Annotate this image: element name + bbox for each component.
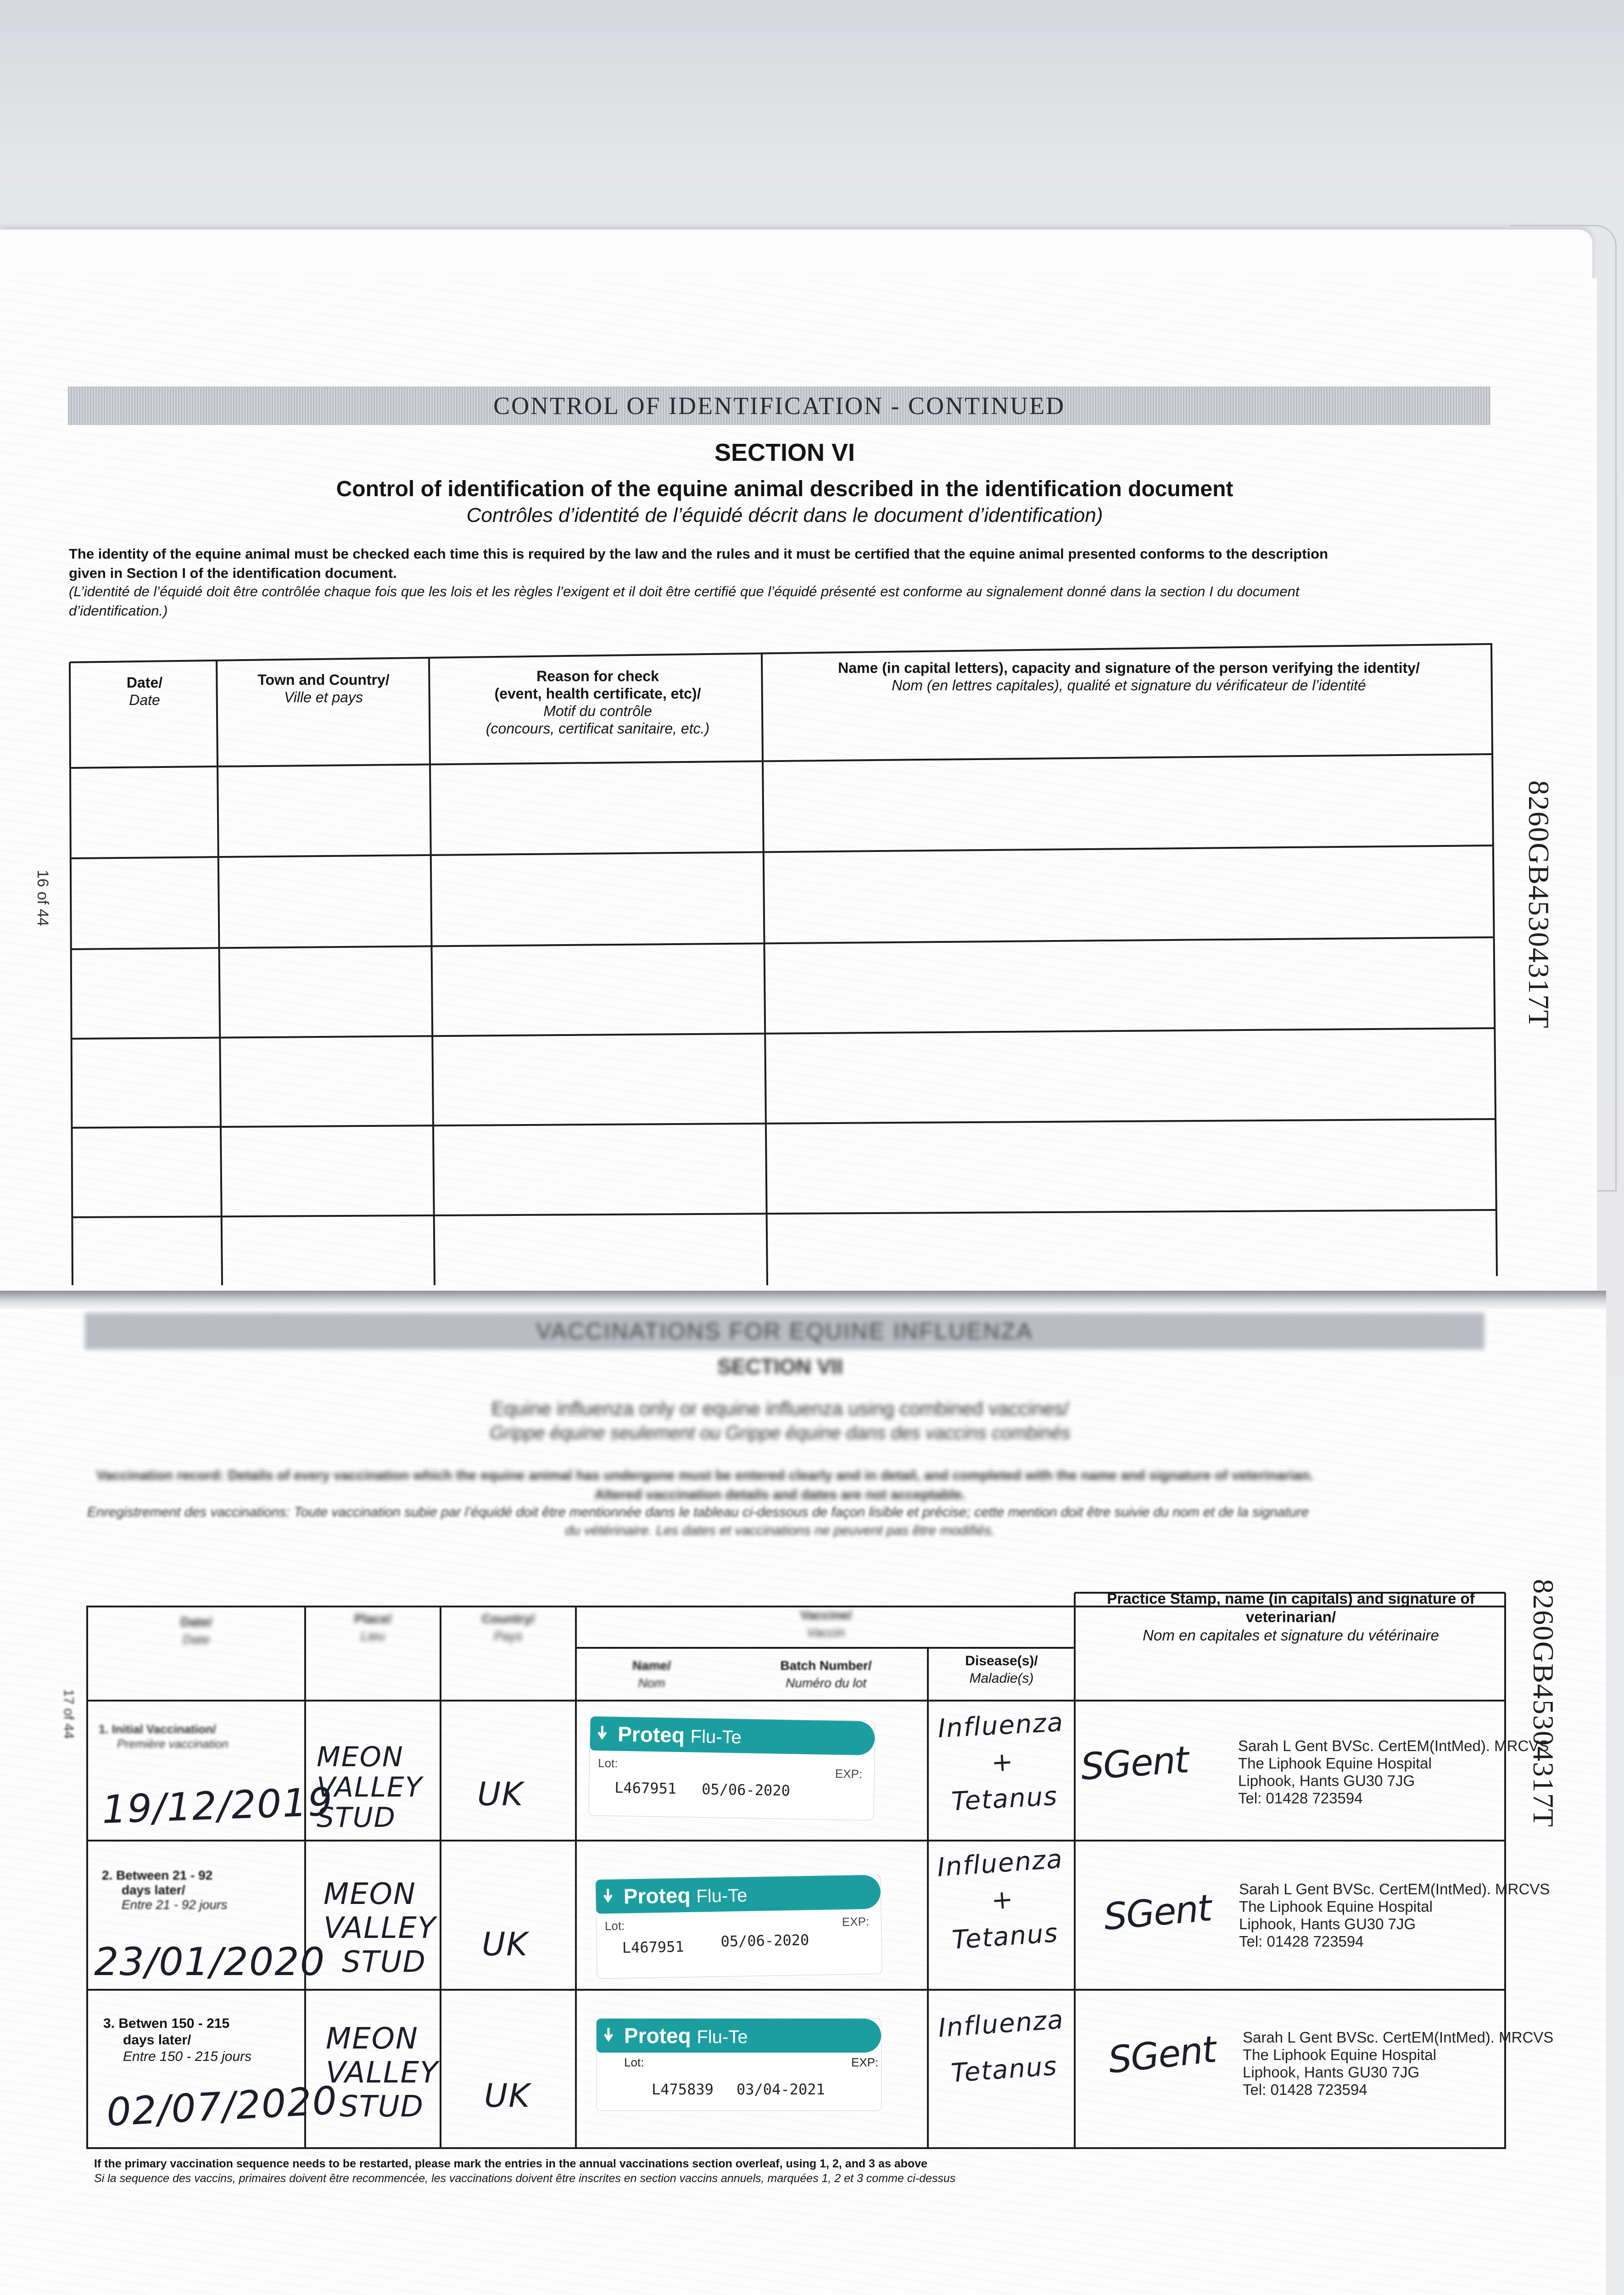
row3-label-fr: Entre 150 - 215 jours xyxy=(123,2049,252,2064)
row1-lot-number: L467951 xyxy=(614,1779,677,1797)
row1-disease-line1: Influenza xyxy=(937,1707,1065,1744)
row2-disease-line1: Influenza xyxy=(936,1844,1064,1883)
section7-footnote-fr: Si la sequence des vaccins, primaires doivent être recommencée, les vaccinations doivent être inscrites en section vaccins annuels, marquées 1, 2 et 3 comme ci-dessus xyxy=(94,2172,956,2185)
row1-label: 1. Initial Vaccination/ xyxy=(99,1722,216,1736)
row2-place-line3: STUD xyxy=(342,1945,426,1979)
section7-footnote: If the primary vaccination sequence needs to be restarted, please mark the entries in the annual vaccinations section overleaf, using 1, 2, and 3 as above xyxy=(94,2157,927,2170)
col-reason-label-1: Reason for check xyxy=(536,668,659,684)
s7-col-vaccine-header xyxy=(578,1606,1074,1641)
col-verifier-label: Name (in capital letters), capacity and signature of the person verifying the identity/ xyxy=(838,660,1420,676)
row1-place xyxy=(317,1742,423,1833)
row1-lot-label: Lot: xyxy=(597,1756,618,1770)
row3-place xyxy=(326,2022,439,2124)
row1-disease-line2: + xyxy=(990,1746,1015,1778)
s7-col-country-label-fr: Pays xyxy=(494,1629,523,1643)
section6-title: SECTION VI xyxy=(714,439,855,466)
section6-intro-line2: given in Section I of the identification document. xyxy=(69,565,397,581)
row3-vaccine-label-header xyxy=(597,2019,881,2053)
section7-subtitle-fr: Grippe équine seulement ou Grippe équine dans des vaccins combinés xyxy=(490,1423,1071,1443)
row1-vet-address: Liphook, Hants GU30 7JG xyxy=(1238,1772,1415,1789)
s7-col-name-label-fr: Nom xyxy=(638,1676,665,1690)
section7-intro-fr-line2: du vétérinaire. Les dates et vaccinations ne peuvent pas être modifiés. xyxy=(565,1523,995,1538)
passport-id-page16: 8260GB45304317T xyxy=(1523,780,1555,1029)
drop-arrow-icon xyxy=(597,1725,608,1741)
row1-exp-label: EXP: xyxy=(835,1766,863,1781)
row1-date: 19/12/2019 xyxy=(101,1779,334,1832)
row1-disease xyxy=(929,1704,1077,1821)
col-reason-label-fr-1: Motif du contrôle xyxy=(543,703,652,719)
row2-place xyxy=(324,1877,436,1979)
row2-vaccine-label-header xyxy=(596,1875,881,1914)
col-reason-label-fr-2: (concours, certificat sanitaire, etc.) xyxy=(486,720,710,737)
s7-col-batch-label: Batch Number/ xyxy=(780,1658,872,1673)
row3-exp-label: EXP: xyxy=(851,2055,879,2069)
row3-vet-name: Sarah L Gent BVSc. CertEM(IntMed). MRCVS xyxy=(1243,2029,1554,2046)
row2-date: 23/01/2020 xyxy=(94,1939,326,1984)
s7-col-vet-label-fr: Nom en capitales et signature du vétérinaire xyxy=(1143,1627,1439,1644)
s7-col-vet-label-2: veterinarian/ xyxy=(1245,1608,1336,1625)
row2-label: 2. Between 21 - 92 xyxy=(102,1868,213,1882)
s7-col-place-header xyxy=(307,1610,438,1645)
s7-col-vet-header xyxy=(1077,1590,1504,1645)
s7-col-vet-label-1: Practice Stamp, name (in capitals) and signature of xyxy=(1107,1590,1475,1607)
col-town-label-fr: Ville et pays xyxy=(284,689,363,705)
row3-vet-address: Liphook, Hants GU30 7JG xyxy=(1243,2064,1420,2081)
s7-col-country-header xyxy=(443,1610,574,1645)
row2-place-line2: VALLEY xyxy=(324,1911,437,1945)
section7-intro-fr-line1: Enregistrement des vaccinations: Toute vaccination subie par l’équidé doit être mentionnée dans le tableau ci-dessous de façon lisible et précise; cette mention doit être suivie du nom et de la signature xyxy=(87,1505,1309,1520)
row2-lot-label: Lot: xyxy=(604,1919,625,1933)
s7-col-vaccine-label: Vaccine/ xyxy=(800,1608,852,1622)
row2-place-line1: MEON xyxy=(324,1877,416,1911)
section7-subtitle: Equine influenza only or equine influenza using combined vaccines/ xyxy=(491,1398,1069,1419)
s7-col-country-label: Country/ xyxy=(481,1612,535,1626)
row2-disease xyxy=(928,1840,1077,1960)
page-number-17: 17 of 44 xyxy=(61,1689,76,1739)
row3-label: 3. Betwen 150 - 215 xyxy=(103,2016,230,2031)
row3-vet-practice: The Liphook Equine Hospital xyxy=(1243,2046,1436,2063)
row1-vaccine-label-header xyxy=(590,1717,875,1756)
row3-disease-line1: Influenza xyxy=(937,2004,1065,2043)
row1-place-line2: VALLEY xyxy=(317,1771,423,1803)
row2-vet-signature: SGent xyxy=(1102,1886,1213,1939)
row2-exp-date: 05/06-2020 xyxy=(720,1931,809,1950)
row1-vet-stamp xyxy=(1238,1737,1549,1807)
section7-banner: VACCINATIONS FOR EQUINE INFLUENZA xyxy=(85,1313,1484,1349)
row1-country: UK xyxy=(477,1775,524,1813)
row1-vet-phone: Tel: 01428 723594 xyxy=(1238,1790,1363,1807)
row2-vaccine-type: Flu-Te xyxy=(696,1885,748,1907)
row3-disease-line2: Tetanus xyxy=(950,2051,1059,2088)
section6-subtitle: Control of identification of the equine animal described in the identification document xyxy=(336,477,1233,501)
s7-col-batch-header xyxy=(725,1657,927,1692)
row2-vet-practice: The Liphook Equine Hospital xyxy=(1239,1898,1433,1915)
row3-place-line1: MEON xyxy=(326,2022,419,2056)
section6-subtitle-fr: Contrôles d’identité de l’équidé décrit dans le document d’identification) xyxy=(466,504,1103,526)
row3-vet-signature: SGent xyxy=(1106,2028,1218,2082)
row3-exp-date: 03/04-2021 xyxy=(737,2081,825,2098)
row1-vaccine-brand: Proteq xyxy=(617,1722,685,1747)
row1-vet-practice: The Liphook Equine Hospital xyxy=(1238,1755,1432,1772)
s7-col-batch-label-fr: Numéro du lot xyxy=(786,1676,866,1690)
row1-vet-signature: SGent xyxy=(1079,1738,1190,1789)
row2-lot-number: L467951 xyxy=(622,1938,684,1957)
row3-vet-stamp xyxy=(1243,2029,1553,2099)
section6-intro-fr-line2: d’identification.) xyxy=(69,603,168,619)
row3-disease xyxy=(928,1996,1077,2098)
section7-intro-line2: Altered vaccination details and dates are not acceptable. xyxy=(594,1487,966,1502)
row3-place-line3: STUD xyxy=(340,2090,424,2124)
s7-col-vaccine-label-fr: Vaccin xyxy=(807,1625,845,1640)
row1-vaccine-label xyxy=(589,1717,875,1820)
row2-exp-label: EXP: xyxy=(842,1914,870,1929)
drop-arrow-icon xyxy=(603,2027,614,2043)
col-date-label-fr: Date xyxy=(129,692,160,708)
s7-col-disease-label-fr: Maladie(s) xyxy=(969,1671,1034,1686)
row3-vaccine-label xyxy=(597,2019,881,2110)
row1-vet-name: Sarah L Gent BVSc. CertEM(IntMed). MRCVS xyxy=(1238,1737,1549,1754)
row1-place-line3: STUD xyxy=(317,1802,396,1834)
s7-col-date-header xyxy=(89,1613,303,1648)
s7-col-name-header xyxy=(580,1657,723,1692)
s7-col-place-label: Place/ xyxy=(354,1612,391,1626)
row3-country: UK xyxy=(484,2077,531,2115)
col-reason-label-2: (event, health certificate, etc)/ xyxy=(494,685,701,702)
row3-lot-number: L475839 xyxy=(652,2081,714,2098)
s7-col-date-label: Date/ xyxy=(180,1615,212,1629)
row2-vet-address: Liphook, Hants GU30 7JG xyxy=(1239,1915,1416,1932)
s7-col-date-label-fr: Date xyxy=(182,1632,210,1646)
row2-label-2: days later/ xyxy=(122,1883,185,1897)
row1-vaccine-type: Flu-Te xyxy=(690,1726,742,1748)
passport-id-page17: 8260GB45304317T xyxy=(1527,1579,1560,1828)
row3-lot-label: Lot: xyxy=(624,2055,644,2069)
row2-vet-stamp xyxy=(1239,1881,1550,1950)
row2-vet-phone: Tel: 01428 723594 xyxy=(1239,1933,1364,1950)
row2-label-fr: Entre 21 - 92 jours xyxy=(122,1898,228,1912)
row3-date: 02/07/2020 xyxy=(105,2077,339,2135)
section6-intro-fr-line1: (L’identité de l’équidé doit être contrôlée chaque fois que les lois et les règles l’exigent et il doit être certifié que l’équidé présenté est conforme au signalement donné dans la section I du document xyxy=(69,583,1300,599)
row3-vaccine-type: Flu-Te xyxy=(697,2027,748,2047)
row2-vet-name: Sarah L Gent BVSc. CertEM(IntMed). MRCVS xyxy=(1239,1881,1550,1898)
section6-banner: CONTROL OF IDENTIFICATION - CONTINUED xyxy=(68,386,1490,425)
row2-disease-line2: + xyxy=(990,1884,1015,1916)
section7-intro-line1: Vaccination record: Details of every vaccination which the equine animal has undergone must be entered clearly and in detail, and completed with the name and signature of veterinarian. xyxy=(96,1468,1314,1483)
row3-vaccine-brand: Proteq xyxy=(624,2024,691,2048)
col-town-label: Town and Country/ xyxy=(257,672,390,688)
row1-label-fr: Première vaccination xyxy=(117,1737,229,1751)
s7-col-place-label-fr: Lieu xyxy=(361,1629,385,1643)
row1-place-line1: MEON xyxy=(317,1741,404,1773)
section7-title: SECTION VII xyxy=(717,1355,843,1378)
s7-col-disease-label: Disease(s)/ xyxy=(965,1653,1038,1668)
col-verifier-label-fr: Nom (en lettres capitales), qualité et signature du vérificateur de l’identité xyxy=(892,677,1366,694)
row3-place-line2: VALLEY xyxy=(326,2056,439,2090)
s7-col-name-label: Name/ xyxy=(632,1658,671,1673)
drop-arrow-icon xyxy=(602,1888,614,1903)
row2-disease-line3: Tetanus xyxy=(951,1918,1060,1955)
col-date-label: Date/ xyxy=(126,674,163,691)
row2-vaccine-label xyxy=(596,1875,882,1979)
row2-vaccine-brand: Proteq xyxy=(623,1883,691,1909)
row3-label-2: days later/ xyxy=(123,2032,191,2048)
section6-intro-line1: The identity of the equine animal must be checked each time this is required by the law and the rules and it must be certified that the equine animal presented conforms to the description xyxy=(69,546,1328,562)
row1-exp-date: 05/06-2020 xyxy=(701,1780,791,1800)
s7-col-disease-header xyxy=(929,1652,1074,1687)
row2-country: UK xyxy=(482,1926,529,1963)
row1-disease-line3: Tetanus xyxy=(950,1781,1059,1817)
row3-vet-phone: Tel: 01428 723594 xyxy=(1243,2081,1367,2098)
page-number-16: 16 of 44 xyxy=(34,870,51,926)
